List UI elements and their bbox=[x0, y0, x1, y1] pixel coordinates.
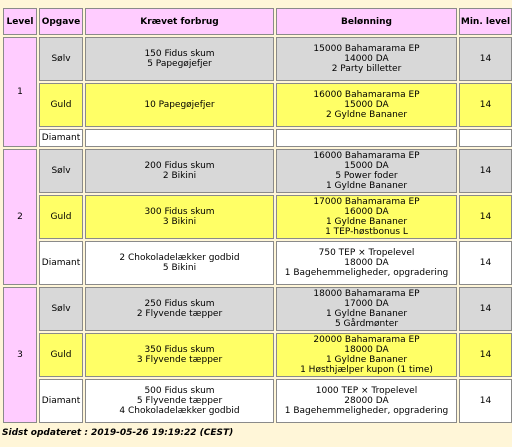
belonning-cell-line: 1 Bagehemmeligheder, opgradering bbox=[284, 406, 449, 416]
belonning-cell bbox=[276, 287, 457, 331]
min-level-cell: 14 bbox=[459, 333, 512, 377]
opgave-cell: Guld bbox=[39, 195, 83, 239]
header-min-level: Min. level bbox=[459, 8, 512, 35]
belonning-cell-line: 18000 Bahamarama EP bbox=[313, 289, 420, 299]
belonning-cell-line: 1 Bagehemmeligheder, opgradering bbox=[284, 268, 449, 278]
forbrug-cell bbox=[85, 333, 274, 377]
header-forbrug: Krævet forbrug bbox=[85, 8, 274, 35]
table-row bbox=[3, 83, 512, 127]
forbrug-cell-line: 2 Flyvende tæpper bbox=[136, 309, 223, 319]
level-cell: 1 bbox=[3, 37, 37, 147]
forbrug-cell-line: 4 Chokoladelækker godbid bbox=[119, 406, 240, 416]
opgave-cell: Diamant bbox=[39, 129, 83, 147]
forbrug-cell bbox=[85, 287, 274, 331]
forbrug-cell-line: 5 Flyvende tæpper bbox=[136, 396, 223, 406]
belonning-cell bbox=[276, 333, 457, 377]
belonning-cell-line: 17000 Bahamarama EP bbox=[313, 197, 420, 207]
opgave-cell: Sølv bbox=[39, 37, 83, 81]
forbrug-cell bbox=[85, 241, 274, 285]
forbrug-cell-line: 200 Fidus skum bbox=[144, 161, 215, 171]
forbrug-cell bbox=[85, 149, 274, 193]
forbrug-cell-line: 2 Chokoladelækker godbid bbox=[119, 253, 240, 263]
forbrug-cell-line: 2 Bikini bbox=[162, 171, 197, 181]
belonning-cell-line: 5 Gårdmønter bbox=[334, 319, 399, 329]
belonning-cell bbox=[276, 83, 457, 127]
table-row bbox=[3, 287, 512, 331]
belonning-cell-line: 750 TEP × Tropelevel bbox=[318, 248, 415, 258]
belonning-cell-line: 1 TEP-høstbonus L bbox=[325, 227, 408, 237]
opgave-cell: Diamant bbox=[39, 379, 83, 423]
forbrug-cell-line: 350 Fidus skum bbox=[144, 345, 215, 355]
belonning-cell-line: 15000 DA bbox=[344, 161, 389, 171]
opgave-cell: Sølv bbox=[39, 287, 83, 331]
forbrug-cell bbox=[85, 195, 274, 239]
min-level-cell: 14 bbox=[459, 195, 512, 239]
belonning-cell-line: 20000 Bahamarama EP bbox=[313, 335, 420, 345]
belonning-cell-line: 1000 TEP × Tropelevel bbox=[315, 386, 418, 396]
min-level-cell: 14 bbox=[459, 37, 512, 81]
forbrug-cell-line: 3 Flyvende tæpper bbox=[136, 355, 223, 365]
belonning-cell-line: 5 Power foder bbox=[335, 171, 398, 181]
opgave-cell: Guld bbox=[39, 83, 83, 127]
rewards-table bbox=[1, 6, 512, 425]
belonning-cell-line: 1 Gyldne Bananer bbox=[325, 181, 408, 191]
min-level-cell: 14 bbox=[459, 287, 512, 331]
belonning-cell-line: 16000 Bahamarama EP bbox=[313, 90, 420, 100]
belonning-cell-line: 1 Gyldne Bananer bbox=[325, 355, 408, 365]
belonning-cell-line: 16000 DA bbox=[344, 207, 389, 217]
forbrug-cell-line: 3 Bikini bbox=[162, 217, 197, 227]
min-level-cell: 14 bbox=[459, 379, 512, 423]
belonning-cell-line: 17000 DA bbox=[344, 299, 389, 309]
table-row bbox=[3, 129, 512, 147]
min-level-cell bbox=[459, 129, 512, 147]
forbrug-cell-line: 150 Fidus skum bbox=[144, 49, 215, 59]
min-level-cell: 14 bbox=[459, 241, 512, 285]
forbrug-cell bbox=[85, 379, 274, 423]
table-row bbox=[3, 241, 512, 285]
belonning-cell-line: 2 Party billetter bbox=[331, 64, 402, 74]
belonning-cell-line: 1 Gyldne Bananer bbox=[325, 217, 408, 227]
belonning-cell bbox=[276, 149, 457, 193]
belonning-cell-line: 14000 DA bbox=[344, 54, 389, 64]
min-level-cell: 14 bbox=[459, 83, 512, 127]
last-updated: Sidst opdateret : 2019-05-26 19:19:22 (CEST) bbox=[2, 428, 234, 438]
opgave-cell: Diamant bbox=[39, 241, 83, 285]
forbrug-cell-line: 10 Papegøjefjer bbox=[144, 100, 215, 110]
table-row bbox=[3, 149, 512, 193]
belonning-cell-line: 15000 Bahamarama EP bbox=[313, 44, 420, 54]
level-cell: 2 bbox=[3, 149, 37, 285]
forbrug-cell bbox=[85, 37, 274, 81]
header-level: Level bbox=[3, 8, 37, 35]
belonning-cell-line: 1 Høsthjælper kupon (1 time) bbox=[300, 365, 433, 375]
header-opgave: Opgave bbox=[39, 8, 83, 35]
forbrug-cell bbox=[85, 129, 274, 147]
opgave-cell: Guld bbox=[39, 333, 83, 377]
belonning-cell-line: 18000 DA bbox=[344, 345, 389, 355]
belonning-cell bbox=[276, 241, 457, 285]
belonning-cell bbox=[276, 37, 457, 81]
header-belonning: Belønning bbox=[276, 8, 457, 35]
belonning-cell-line: 2 Gyldne Bananer bbox=[325, 110, 408, 120]
table-row bbox=[3, 379, 512, 423]
opgave-cell: Sølv bbox=[39, 149, 83, 193]
forbrug-cell bbox=[85, 83, 274, 127]
forbrug-cell-line: 5 Papegøjefjer bbox=[147, 59, 212, 69]
level-cell: 3 bbox=[3, 287, 37, 423]
table-row bbox=[3, 333, 512, 377]
belonning-cell-line: 16000 Bahamarama EP bbox=[313, 151, 420, 161]
belonning-cell-line: 28000 DA bbox=[344, 396, 389, 406]
belonning-cell bbox=[276, 379, 457, 423]
forbrug-cell-line: 250 Fidus skum bbox=[144, 299, 215, 309]
table-row bbox=[3, 37, 512, 81]
belonning-cell-line: 18000 DA bbox=[344, 258, 389, 268]
belonning-cell-line: 1 Gyldne Bananer bbox=[325, 309, 408, 319]
belonning-cell bbox=[276, 195, 457, 239]
forbrug-cell-line: 500 Fidus skum bbox=[144, 386, 215, 396]
belonning-cell-line: 15000 DA bbox=[344, 100, 389, 110]
forbrug-cell-line: 5 Bikini bbox=[162, 263, 197, 273]
table-header-row bbox=[3, 8, 512, 35]
table-row bbox=[3, 195, 512, 239]
min-level-cell: 14 bbox=[459, 149, 512, 193]
belonning-cell bbox=[276, 129, 457, 147]
forbrug-cell-line: 300 Fidus skum bbox=[144, 207, 215, 217]
